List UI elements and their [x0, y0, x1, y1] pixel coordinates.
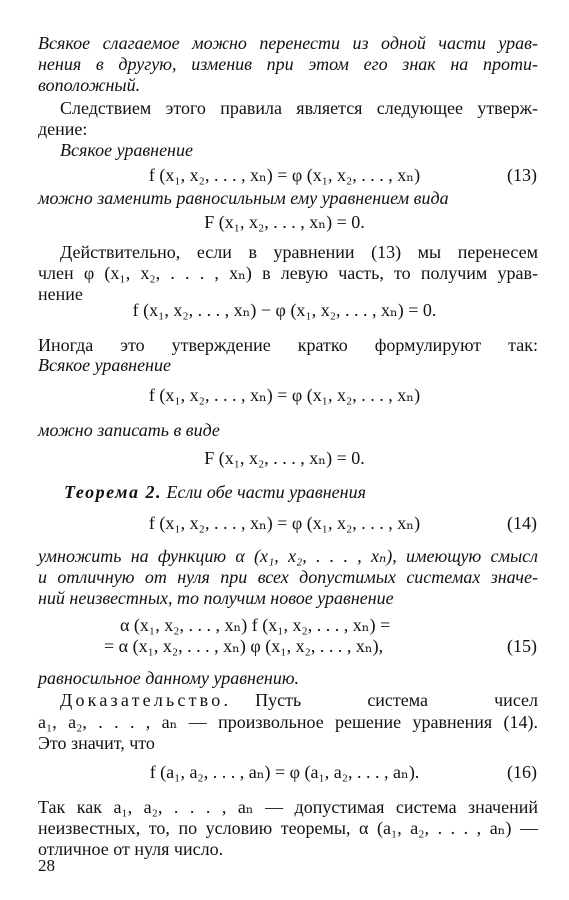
- equation-b: f (x₁, x₂, . . . , xₙ) = φ (x₁, x₂, . . . , xₙ): [148, 385, 421, 405]
- equation-F: F (x₁, x₂, . . . , xₙ) = 0.: [204, 212, 365, 232]
- statement-line: Всякое уравнение: [60, 140, 193, 160]
- theorem-text: Если обе части уравнения: [166, 482, 366, 502]
- rule-line-2: нения в другую, изменив при этом его знак на проти-: [38, 54, 538, 74]
- equation-13: f (x₁, x₂, . . . , xₙ) = φ (x₁, x₂, . . . , xₙ): [148, 165, 421, 185]
- equation-14: f (x₁, x₂, . . . , xₙ) = φ (x₁, x₂, . . . , xₙ): [148, 513, 421, 533]
- paragraph-line: дение:: [38, 119, 88, 139]
- equation-number-13: (13): [507, 165, 537, 185]
- paragraph-line: Действительно, если в уравнении (13) мы перенесем: [60, 242, 538, 262]
- statement-line: можно заменить равносильным ему уравнением вида: [38, 188, 449, 208]
- theorem-line: и отличную от нуля при всех допустимых системах значе-: [38, 567, 538, 587]
- equation-16: f (a₁, a₂, . . . , aₙ) = φ (a₁, a₂, . . . , aₙ).: [149, 762, 420, 782]
- equation-number-16: (16): [507, 762, 537, 782]
- theorem-heading: [64, 482, 538, 502]
- statement-line: можно записать в виде: [38, 420, 220, 440]
- paragraph-line: нение: [38, 284, 83, 304]
- rule-line-3: воположный.: [38, 75, 141, 95]
- proof-line: a₁, a₂, . . . , aₙ — произвольное решение уравнения (14).: [38, 712, 538, 732]
- equation-15-line-1: α (x₁, x₂, . . . , xₙ) f (x₁, x₂, . . . , xₙ) =: [120, 615, 391, 635]
- proof-line: Это значит, что: [38, 733, 155, 753]
- paragraph-line: член φ (x₁, x₂, . . . , xₙ) в левую часть, то получим урав-: [38, 263, 538, 283]
- paragraph-line: отличное от нуля число.: [38, 839, 224, 859]
- page-number: 28: [38, 856, 55, 875]
- paragraph-line: Иногда это утверждение кратко формулируют так:: [38, 335, 538, 355]
- statement-line: Всякое уравнение: [38, 355, 171, 375]
- rule-line-1: Всякое слагаемое можно перенести из одной части урав-: [38, 33, 538, 53]
- proof-label: Доказательство.: [60, 690, 232, 710]
- theorem-line: ний неизвестных, то получим новое уравнение: [38, 588, 394, 608]
- proof-heading: [60, 690, 538, 710]
- theorem-line: умножить на функцию α (x₁, x₂, . . . , xₙ), имеющую смысл: [38, 546, 538, 566]
- theorem-line: равносильное данному уравнению.: [38, 668, 300, 688]
- proof-text: Пусть система чисел: [255, 690, 538, 710]
- equation-number-14: (14): [507, 513, 537, 533]
- equation-F2: F (x₁, x₂, . . . , xₙ) = 0.: [204, 448, 365, 468]
- equation-difference: f (x₁, x₂, . . . , xₙ) − φ (x₁, x₂, . . . , xₙ) = 0.: [132, 300, 437, 320]
- paragraph-line: неизвестных, то, по условию теоремы, α (a₁, a₂, . . . , aₙ) —: [38, 818, 538, 838]
- equation-15-line-2: = α (x₁, x₂, . . . , xₙ) φ (x₁, x₂, . . . , xₙ),: [104, 636, 384, 656]
- equation-number-15: (15): [507, 636, 537, 656]
- theorem-title: Теорема 2.: [64, 482, 162, 502]
- paragraph-line: Следствием этого правила является следующее утверж-: [60, 98, 538, 118]
- paragraph-line: Так как a₁, a₂, . . . , aₙ — допустимая система значений: [38, 797, 538, 817]
